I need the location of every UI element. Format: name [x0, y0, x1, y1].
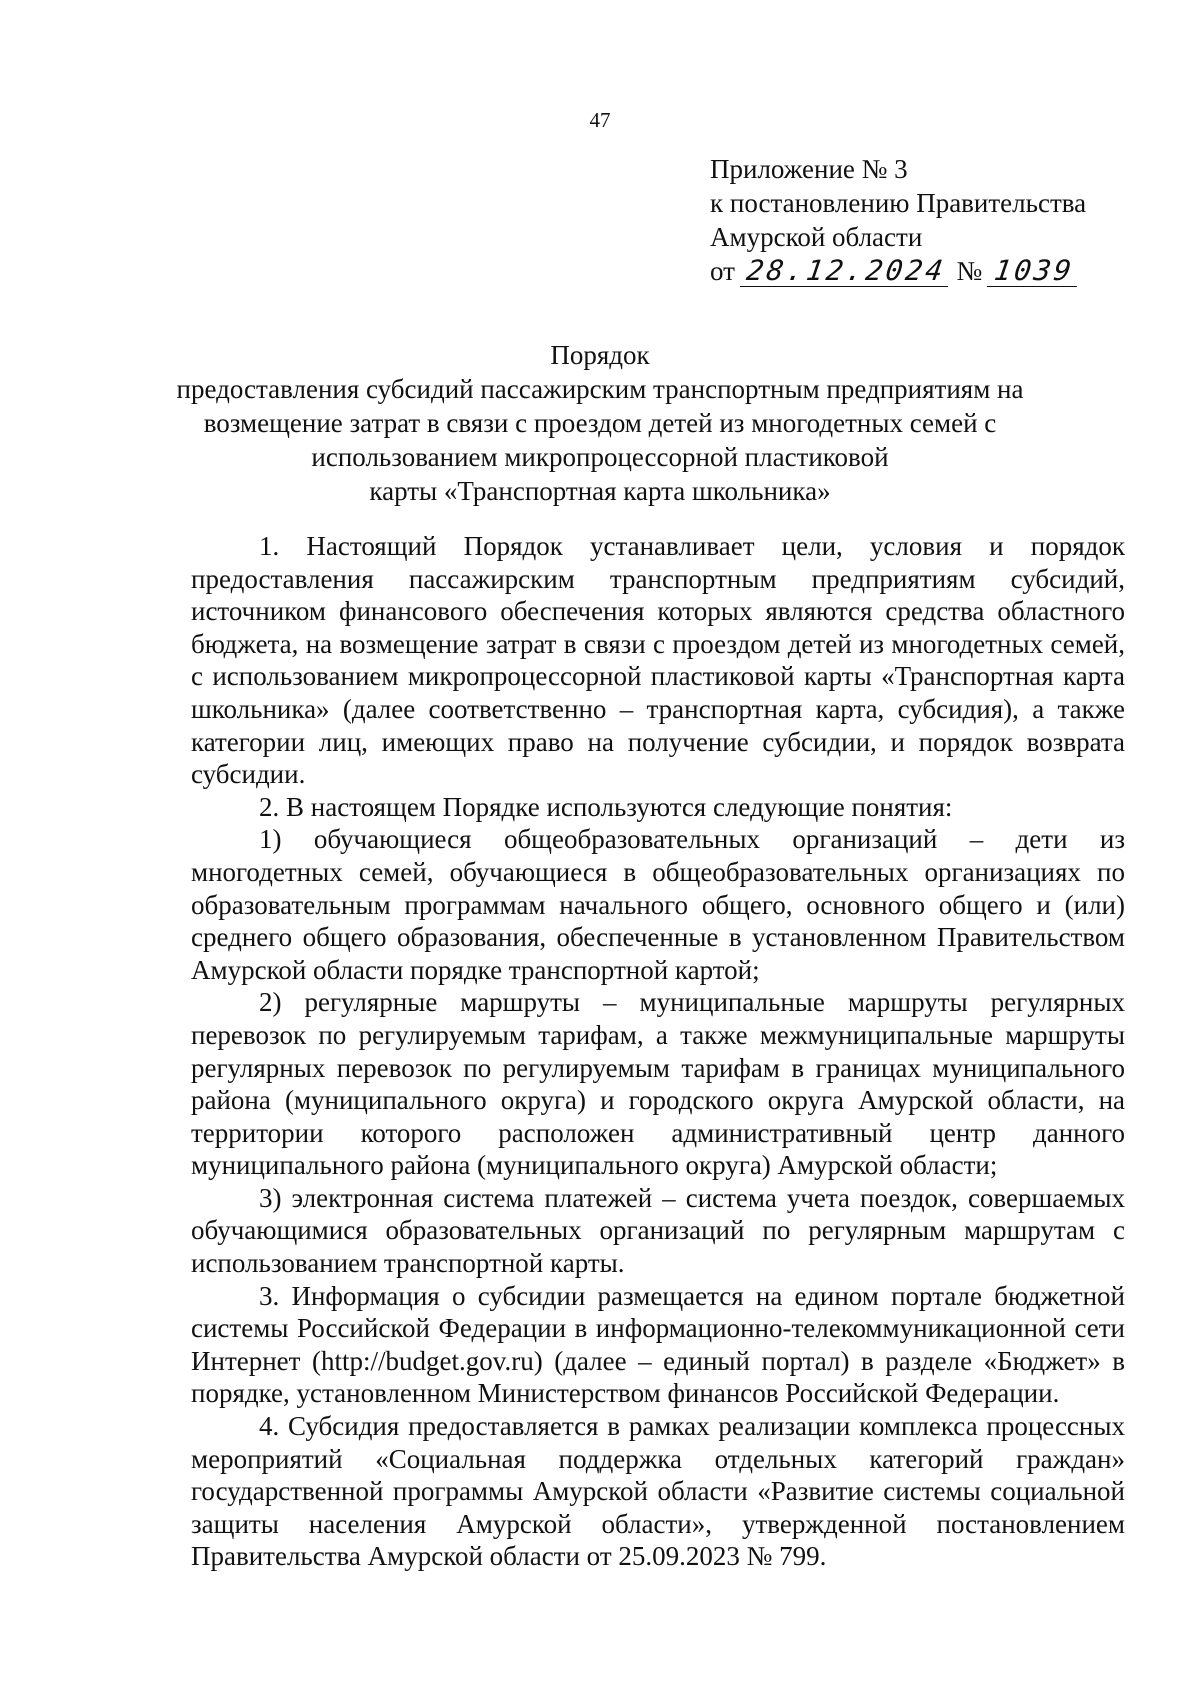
- title-line-1: предоставления субсидий пассажирским транспортным предприятиям на: [176, 374, 1024, 404]
- paragraph-2-item-2: 2) регулярные маршруты – муниципальные маршруты регулярных перевозок по регулируемым тарифам, а также межмуниципальные маршруты регулярных перевозок по регулируемым тарифам в границах муниципального района (муниципального округа) и городского округа Амурской области, на территории которого расположен административный центр данного муниципального района (муниципального округа) Амурской области;: [191, 987, 1125, 1181]
- handwritten-number: 1039: [987, 256, 1081, 287]
- appendix-title: Приложение № 3: [710, 154, 908, 184]
- paragraph-3: 3. Информация о субсидии размещается на едином портале бюджетной системы Российской Федерации в информационно-телекоммуникационной сети Интернет (http://budget.gov.ru) (далее – единый портал) в разделе «Бюджет» в порядке, установленном Министерством финансов Российской Федерации.: [191, 1280, 1125, 1409]
- paragraph-2: 2. В настоящем Порядке используются следующие понятия:: [259, 791, 953, 822]
- paragraph-1: 1. Настоящий Порядок устанавливает цели, условия и порядок предоставления пассажирским транспортным предприятиям субсидий, источником финансового обеспечения которых являются средства областного бюджета, на возмещение затрат в связи с проездом детей из многодетных семей, с использованием микропроцессорной пластиковой карты «Транспортная карта школьника» (далее соответственно – транспортная карта, субсидия), а также категории лиц, имеющих право на получение субсидии, и порядок возврата субсидии.: [191, 531, 1125, 790]
- handwritten-date: 28.12.2024: [740, 256, 952, 287]
- page-number: 47: [589, 108, 611, 132]
- paragraph-2-item-1: 1) обучающиеся общеобразовательных организаций – дети из многодетных семей, обучающиеся в общеобразовательных организациях по образовательным программам начального общего, основного общего и (или) среднего общего образования, обеспеченные в установленном Правительством Амурской области порядке транспортной картой;: [191, 824, 1125, 985]
- number-sign: №: [956, 256, 983, 286]
- paragraph-4: 4. Субсидия предоставляется в рамках реализации комплекса процессных мероприятий «Социальная поддержка отдельных категорий граждан» государственной программы Амурской области «Развитие системы социальной защиты населения Амурской области», утвержденной постановлением Правительства Амурской области от 25.09.2023 № 799.: [191, 1411, 1125, 1572]
- title-line-2: возмещение затрат в связи с проездом детей из многодетных семей с: [203, 408, 997, 438]
- title-line-3: использованием микропроцессорной пластиковой: [311, 442, 889, 472]
- appendix-region-line: Амурской области: [710, 222, 923, 252]
- appendix-block: [710, 152, 1170, 288]
- document-title: [150, 338, 1050, 508]
- document-body: [191, 530, 1125, 1573]
- appendix-resolution-line: к постановлению Правительства: [710, 188, 1087, 218]
- title-line-4: карты «Транспортная карта школьника»: [369, 476, 831, 506]
- paragraph-2-item-3: 3) электронная система платежей – система учета поездок, совершаемых обучающимися образовательных организаций по регулярным маршрутам с использованием транспортной карты.: [191, 1182, 1125, 1279]
- title-heading: Порядок: [550, 340, 650, 370]
- appendix-date-number-line: [710, 254, 1170, 288]
- from-prefix: от: [710, 256, 735, 286]
